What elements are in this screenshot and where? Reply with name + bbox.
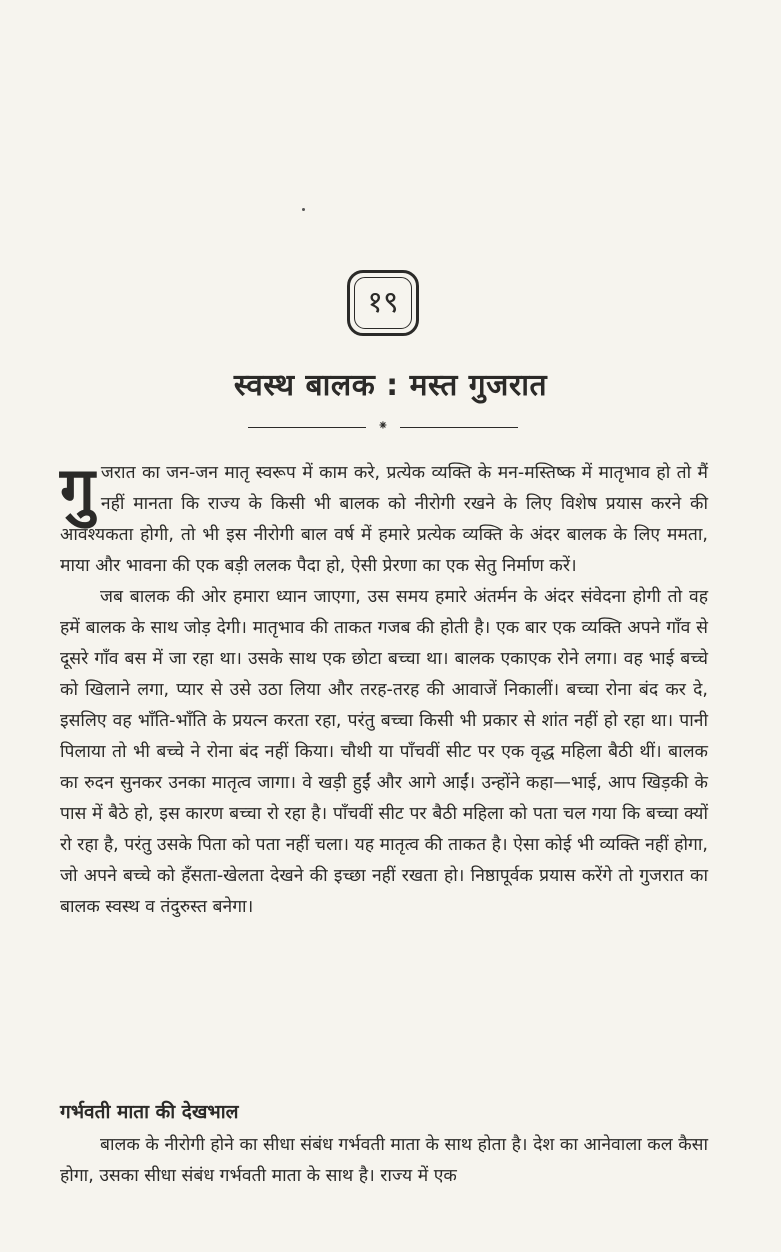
paragraph-1 — [60, 453, 708, 582]
section-1-body — [60, 453, 708, 923]
paragraph-2: जब बालक की ओर हमारा ध्यान जाएगा, उस समय हमारे अंतर्मन के अंदर संवेदना होगी तो वह हमें बालक के साथ जोड़ देगी। मातृभाव की ताकत गजब की होती है। एक बार एक व्यक्ति अपने गाँव से दूसरे गाँव बस में जा रहा था। उसके साथ एक छोटा बच्चा था। बालक एकाएक रोने लगा। वह भाई बच्चे को खिलाने लगा, प्यार से उसे उठा लिया और तरह-तरह की आवाजें निकालीं। बच्चा रोना बंद कर दे, इसलिए वह भाँति-भाँति के प्रयत्न करता रहा, परंतु बच्चा किसी भी प्रकार से शांत नहीं हो रहा था। पानी पिलाया तो भी बच्चे ने रोना बंद नहीं किया। चौथी या पाँचवीं सीट पर एक वृद्ध महिला बैठी थीं। बालक का रुदन सुनकर उनका मातृत्व जागा। वे खड़ी हुईं और आगे आईं। उन्होंने कहा—भाई, आप खिड़की के पास में बैठे हो, इस कारण बच्चा रो रहा है। पाँचवीं सीट पर बैठी महिला को पता चल गया कि बच्चा क्यों रो रहा है, परंतु उसके पिता को पता नहीं चला। यह मातृत्व की ताकत है। ऐसा कोई भी व्यक्ति नहीं होगा, जो अपने बच्चे को हँसता-खेलता देखने की इच्छा नहीं रखता हो। निष्ठापूर्वक प्रयास करेंगे तो गुजरात का बालक स्वस्थ व तंदुरुस्त बनेगा। — [60, 587, 708, 917]
chapter-number-badge — [347, 270, 419, 336]
drop-cap: गु — [60, 453, 95, 526]
chapter-title: स्वस्थ बालक : मस्त गुजरात — [233, 368, 548, 403]
section-2-body — [60, 1130, 708, 1192]
paragraph-3: बालक के नीरोगी होने का सीधा संबंध गर्भवती माता के साथ होता है। देश का आनेवाला कल कैसा होगा, उसका सीधा संबंध गर्भवती माता के साथ है। राज्य में एक — [60, 1135, 708, 1186]
section-heading: गर्भवती माता की देखभाल — [60, 1101, 239, 1123]
ink-speck — [302, 208, 305, 211]
paragraph-1-text: जरात का जन-जन मातृ स्वरूप में काम करे, प्रत्येक व्यक्ति के मन-मस्तिष्क में मातृभाव हो तो मैं नहीं मानता कि राज्य के किसी भी बालक को नीरोगी रखने के लिए विशेष प्रयास करने की आवश्यकता होगी, तो भी इस नीरोगी बाल वर्ष में हमारे प्रत्येक व्यक्ति के अंदर बालक के लिए ममता, माया और भावना की एक बड़ी ललक पैदा हो, ऐसी प्रेरणा का एक सेतु निर्माण करें। — [60, 463, 708, 576]
title-divider — [248, 419, 518, 434]
divider-line-right — [400, 427, 518, 428]
divider-ornament-icon: ⁕ — [377, 419, 389, 434]
chapter-number: १९ — [367, 285, 399, 320]
